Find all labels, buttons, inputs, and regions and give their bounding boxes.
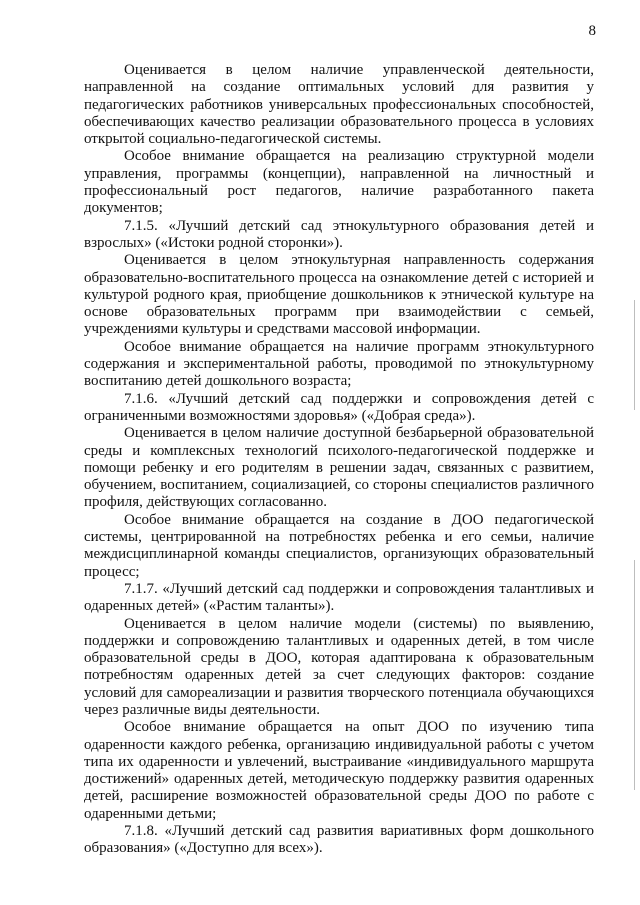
paragraph-management-focus: Особое внимание обращается на реализацию структурной модели управления, программы (концепции), направленной на личностный и профессиональный рост педагогов, наличие разработанного пакета документов; bbox=[84, 148, 594, 217]
paragraph-inclusive-focus: Особое внимание обращается на создание в ДОО педагогической системы, центрированной на потребностях ребенка и его семьи, наличие междисциплинарной команды специалистов, организующих образовательный процесс; bbox=[84, 511, 594, 580]
section-7-1-5-heading: 7.1.5. «Лучший детский сад этнокультурного образования детей и взрослых» («Истоки родной сторонки»). bbox=[84, 217, 594, 251]
paragraph-ethnocultural-assessment: Оценивается в целом этнокультурная направленность содержания образовательно-воспитательного процесса на ознакомление детей с историей и культурой родного края, приобщение дошкольников к этнической культуре на основе образовательных программ при взаимодействии с семьей, учреждениями культуры и средствами массовой информации. bbox=[84, 252, 594, 338]
paragraph-management-assessment: Оценивается в целом наличие управленческой деятельности, направленной на создание оптимальных условий для развития у педагогических работников универсальных профессиональных способностей, обеспечивающих качество реализации образовательного процесса в условиях открытой социально-педагогической системы. bbox=[84, 62, 594, 148]
paragraph-inclusive-assessment: Оценивается в целом наличие доступной безбарьерной образовательной среды и комплексных технологий психолого-педагогической поддержке и помощи ребенку и его родителям в решении задач, связанных с развитием, обучением, воспитанием, социализацией, со стороны специалистов различного профиля, действующих согласованно. bbox=[84, 425, 594, 511]
paragraph-gifted-focus: Особое внимание обращается на опыт ДОО по изучению типа одаренности каждого ребенка, организацию индивидуальной работы с учетом типа их одаренности и увлечений, выстраивание «индивидуального маршрута достижений» одаренных детей, методическую поддержку развития одаренных детей, расширение возможностей образовательной среды ДОО по работе с одаренными детьми; bbox=[84, 719, 594, 822]
document-body bbox=[84, 62, 594, 858]
scan-edge-mark-lower bbox=[634, 560, 635, 790]
section-7-1-7-heading: 7.1.7. «Лучший детский сад поддержки и сопровождения талантливых и одаренных детей» («Растим таланты»). bbox=[84, 580, 594, 615]
paragraph-ethnocultural-focus: Особое внимание обращается на наличие программ этнокультурного содержания и экспериментальной работы, проводимой по этнокультурному воспитанию детей дошкольного возраста; bbox=[84, 338, 594, 390]
scan-edge-mark-upper bbox=[634, 300, 635, 410]
page-number: 8 bbox=[588, 23, 596, 39]
section-7-1-8-heading: 7.1.8. «Лучший детский сад развития вариативных форм дошкольного образования» («Доступно для всех»). bbox=[84, 823, 594, 857]
section-7-1-6-heading: 7.1.6. «Лучший детский сад поддержки и сопровождения детей с ограниченными возможностями здоровья» («Добрая среда»). bbox=[84, 390, 594, 424]
paragraph-gifted-assessment: Оценивается в целом наличие модели (системы) по выявлению, поддержки и сопровождению талантливых и одаренных детей, в том числе образовательной среды в ДОО, которая адаптирована к образовательным потребностям одаренных детей за счет следующих факторов: создание условий для самореализации и развития творческого потенциала обучающихся через различные виды деятельности. bbox=[84, 615, 594, 718]
